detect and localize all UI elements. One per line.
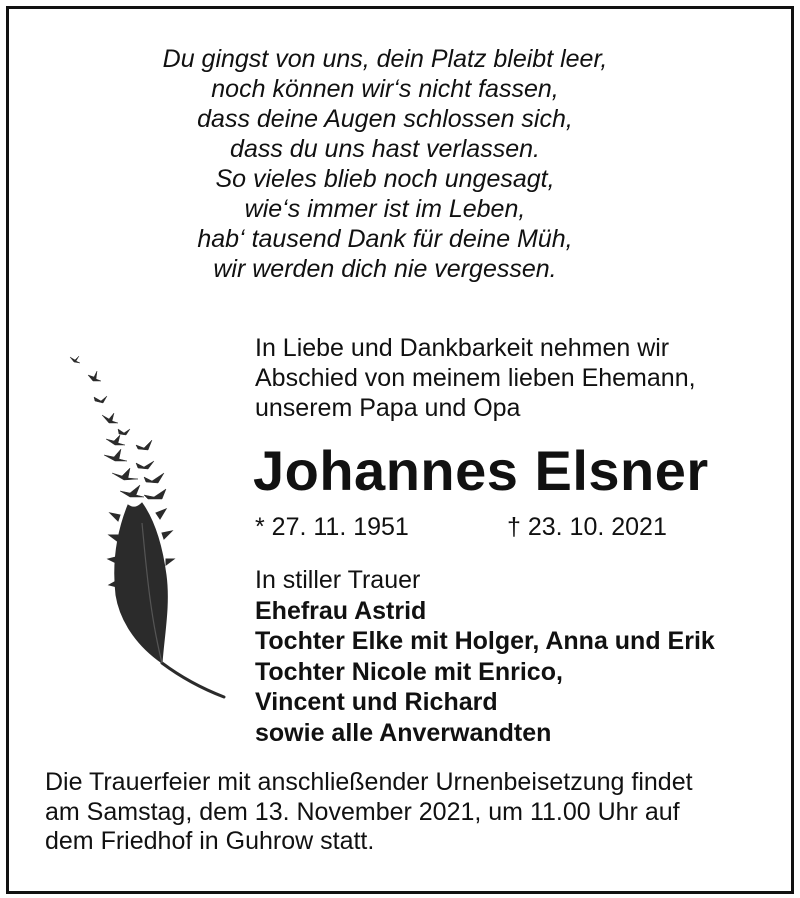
poem-line: wir werden dich nie vergessen.: [213, 255, 557, 283]
mourner-entry: sowie alle Anverwandten: [255, 718, 552, 747]
notice-line: am Samstag, dem 13. November 2021, um 11.00 Uhr auf: [45, 797, 680, 826]
intro-line: Abschied von meinem lieben Ehemann,: [255, 364, 696, 392]
mourners-heading: In stiller Trauer: [255, 566, 421, 594]
poem-line: hab‘ tausend Dank für deine Müh,: [197, 225, 573, 253]
feather-with-birds-icon: [58, 345, 238, 705]
poem-line: noch können wir‘s nicht fassen,: [211, 75, 559, 103]
notice-line: Die Trauerfeier mit anschließender Urnenbeisetzung findet: [45, 768, 693, 796]
intro-line: In Liebe und Dankbarkeit nehmen wir: [255, 334, 670, 362]
mourners-list: [255, 565, 715, 748]
poem-line: wie‘s immer ist im Leben,: [244, 195, 526, 223]
mourner-entry: Vincent und Richard: [255, 688, 498, 716]
mourner-entry: Tochter Nicole mit Enrico,: [255, 657, 563, 686]
deceased-name: Johannes Elsner: [253, 439, 709, 502]
birth-date: * 27. 11. 1951: [255, 513, 409, 541]
poem-line: dass deine Augen schlossen sich,: [197, 105, 573, 133]
intro-line: unserem Papa und Opa: [255, 394, 521, 422]
notice-line: dem Friedhof in Guhrow statt.: [45, 827, 375, 855]
memorial-poem: [70, 44, 700, 284]
death-date: † 23. 10. 2021: [507, 513, 667, 541]
poem-line: Du gingst von uns, dein Platz bleibt leer,: [162, 45, 608, 73]
poem-line: dass du uns hast verlassen.: [230, 135, 540, 163]
funeral-notice: [45, 768, 693, 857]
mourner-entry: Tochter Elke mit Holger, Anna und Erik: [255, 627, 715, 655]
poem-line: So vieles blieb noch ungesagt,: [215, 165, 555, 193]
mourner-entry: Ehefrau Astrid: [255, 596, 427, 625]
intro-text: [255, 333, 696, 423]
